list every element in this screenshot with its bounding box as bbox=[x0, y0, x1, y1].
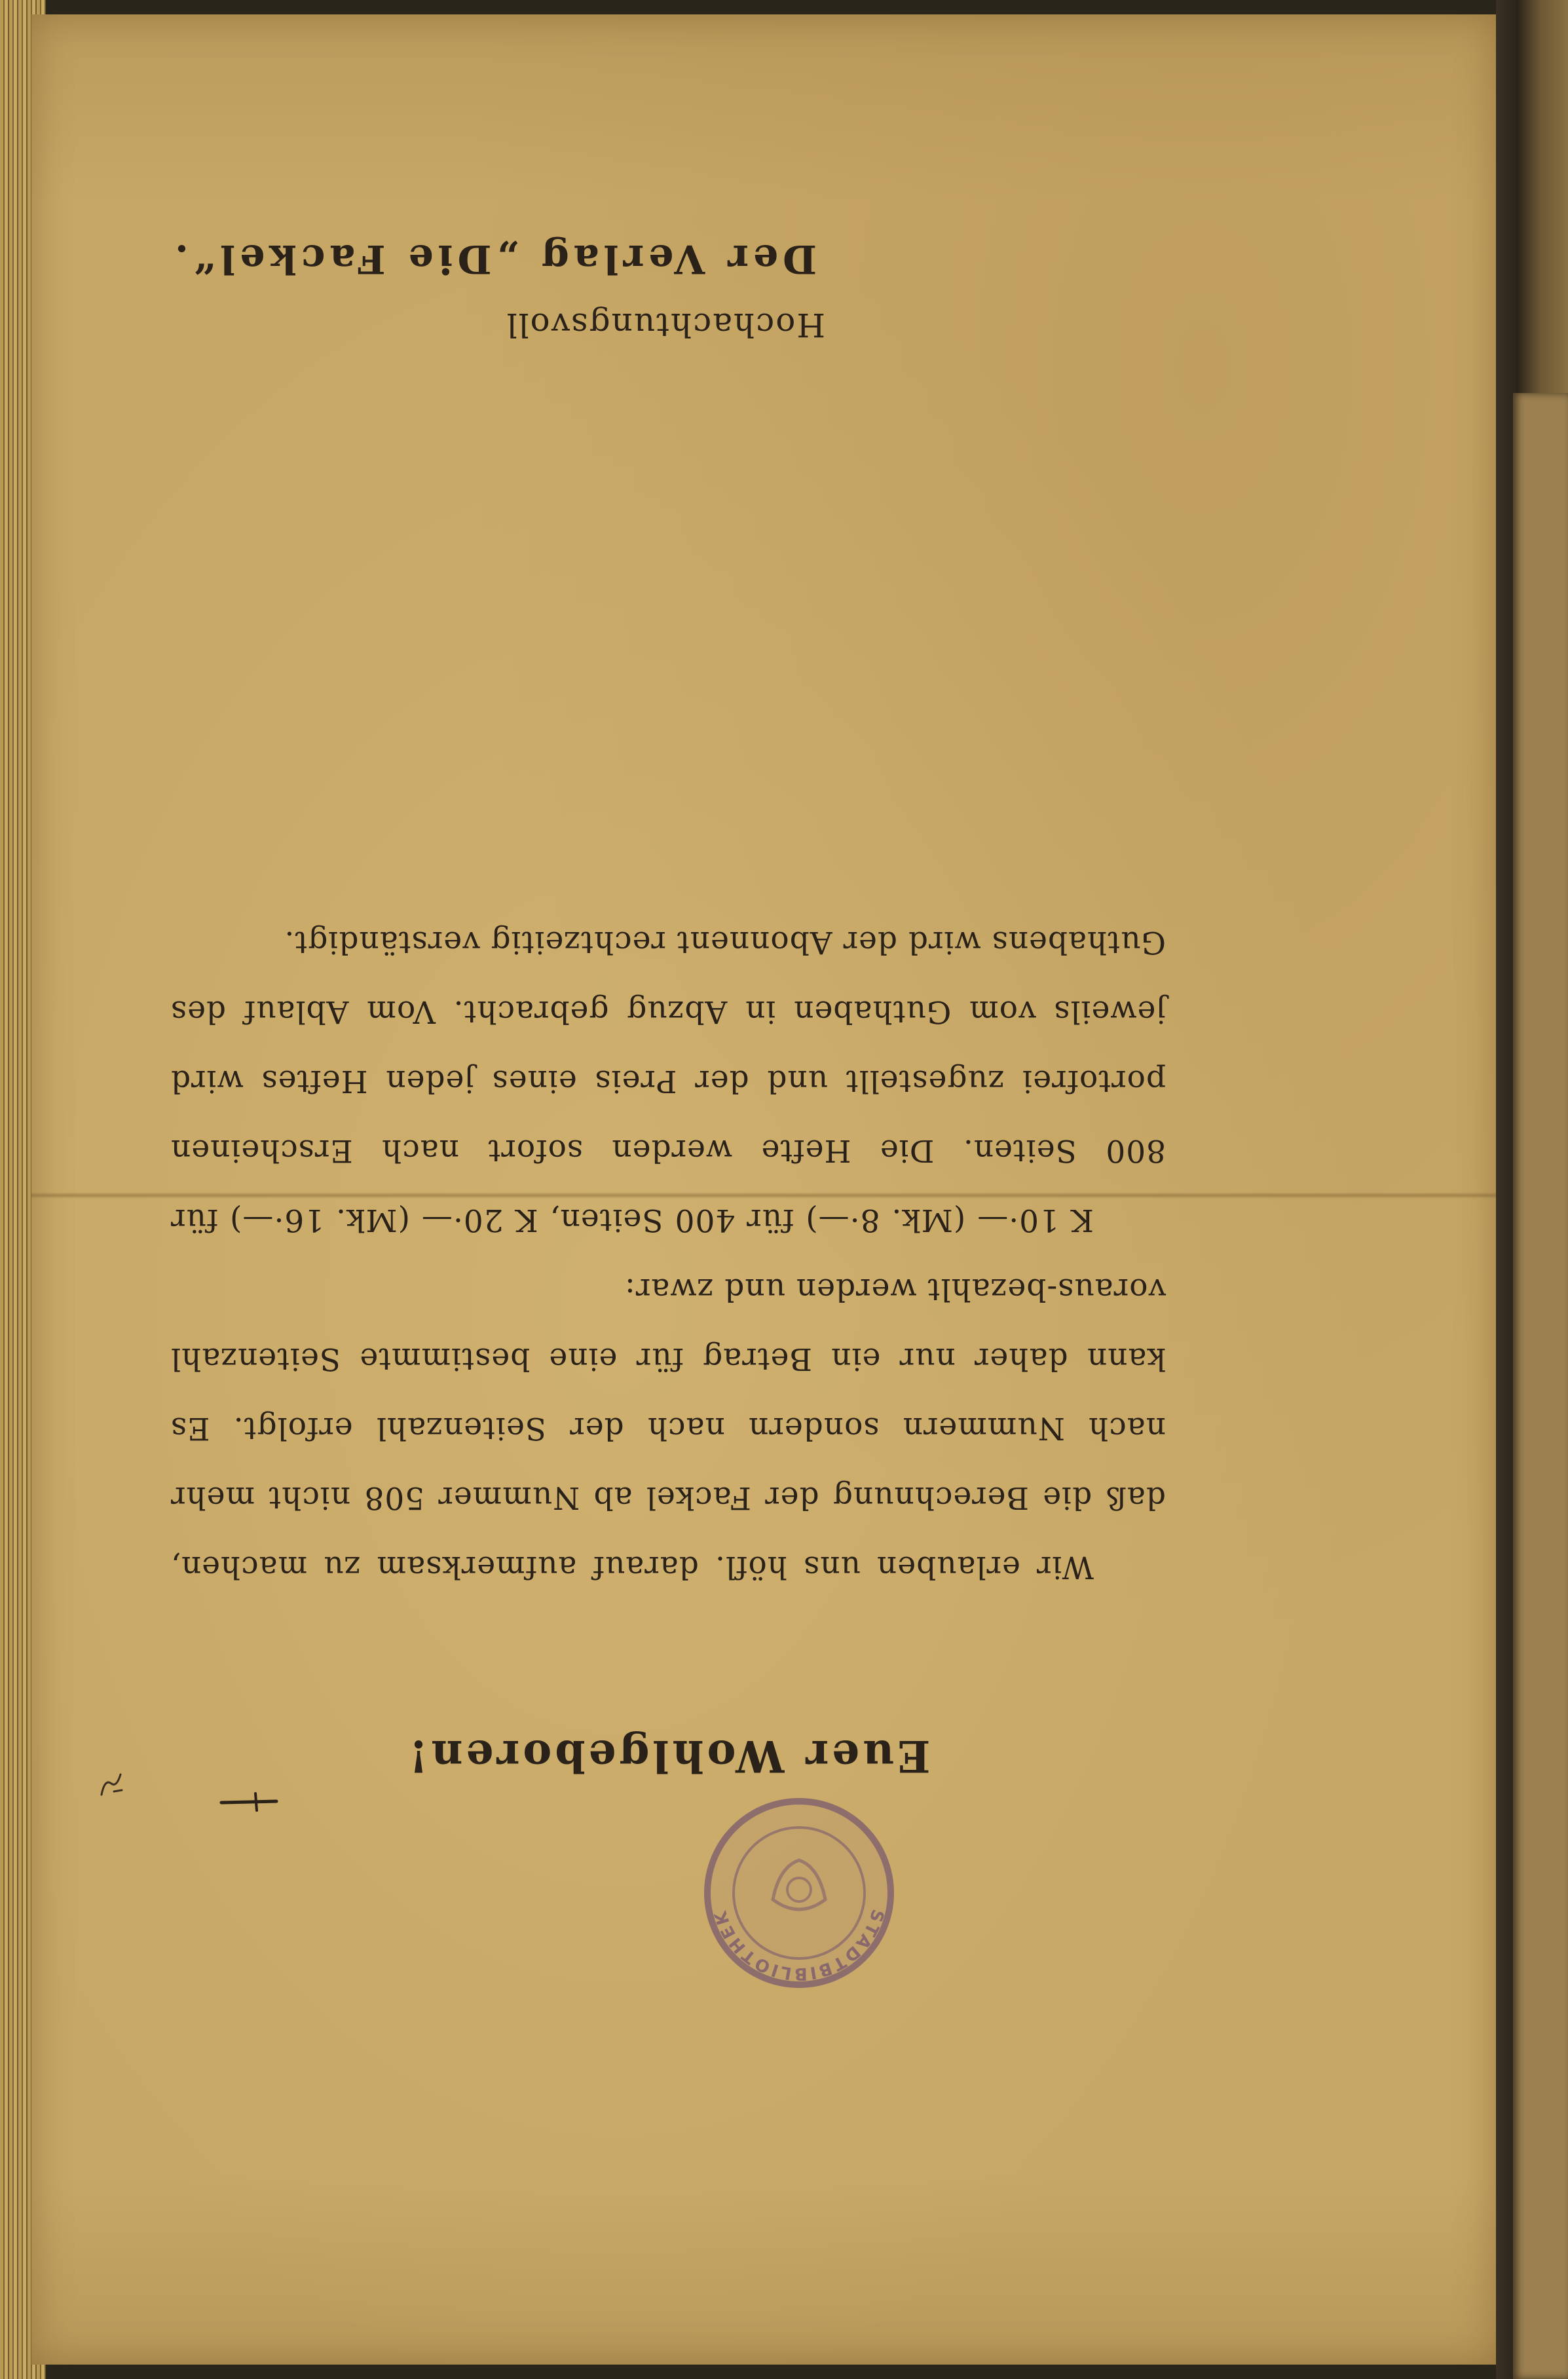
signature: Der Verlag „Die Fackel“. bbox=[170, 236, 817, 282]
letter-body bbox=[170, 907, 1166, 1602]
pencil-note-icon bbox=[92, 1765, 131, 1805]
closing: Hochachtungsvoll bbox=[505, 306, 825, 344]
pencil-mark-icon bbox=[216, 1788, 282, 1814]
printed-text-block bbox=[170, 164, 1166, 1782]
adjacent-page-edge bbox=[1513, 393, 1568, 2379]
stamp-text: STADTBIBLIOTHEK bbox=[710, 1907, 888, 1984]
paragraph: K 10·— (Mk. 8·—) für 400 Seiten, K 20·— (Mk. 16·—) für 800 Seiten. Die Hefte werden sofort nach Erscheinen portofrei zugestellt und der Preis eines jeden Heftes wird jeweils vom Guthaben in Abzug gebracht. Vom Ablauf des Guthabens wird der Abonnent rechtzeitig verständigt. bbox=[170, 924, 1166, 1238]
paragraph: Wir erlauben uns höfl. darauf aufmerksam zu machen, daß die Berechnung der Fackel ab Nummer 508 nicht mehr nach Nummern sondern nach der Seitenzahl erfolgt. Es kann daher nur ein Betrag für eine bestimmte Seitenzahl voraus-bezahlt werden und zwar: bbox=[170, 1271, 1166, 1585]
library-stamp-icon bbox=[694, 1788, 904, 1998]
salutation: Euer Wohlgeboren! bbox=[405, 1731, 931, 1782]
